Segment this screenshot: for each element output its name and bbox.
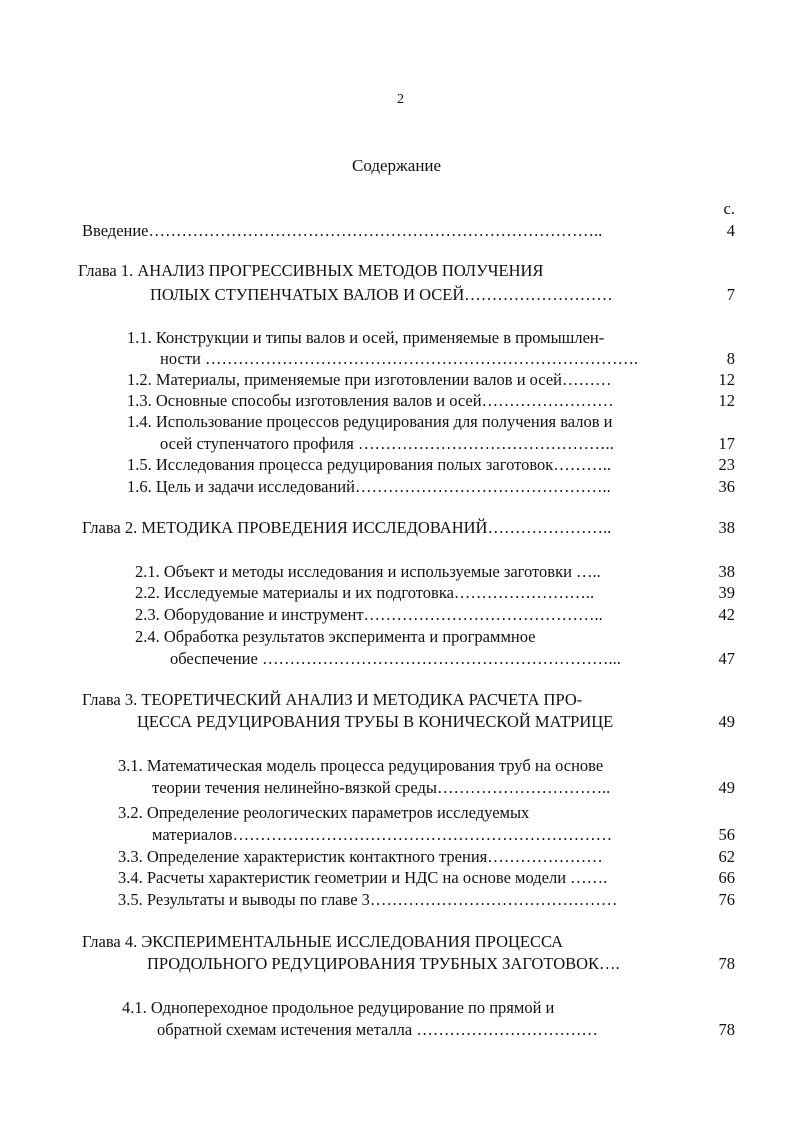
toc-entry-page: 66 bbox=[718, 868, 735, 887]
chapter-title: ЦЕССА РЕДУЦИРОВАНИЯ ТРУБЫ В КОНИЧЕСКОЙ МАТРИЦЕ bbox=[137, 712, 614, 731]
chapter-title: ПРОДОЛЬНОГО РЕДУЦИРОВАНИЯ ТРУБНЫХ ЗАГОТОВОК…. bbox=[147, 954, 620, 973]
toc-entry-page: 23 bbox=[718, 455, 735, 474]
toc-entry-page: 8 bbox=[726, 349, 735, 368]
toc-entry-page: 42 bbox=[718, 605, 735, 624]
toc-entry-page: 12 bbox=[718, 370, 735, 389]
toc-entry-text: ности ……………………………………………………………………. bbox=[160, 349, 639, 368]
toc-entry-text: Введение……………………………………………………………………….. bbox=[82, 221, 603, 240]
toc-entry-text: 1.2. Материалы, применяемые при изготовлении валов и осей……… bbox=[127, 370, 612, 389]
toc-entry-page: 7 bbox=[726, 285, 735, 304]
toc-entry-text: 4.1. Однопереходное продольное редуцирование по прямой и bbox=[122, 998, 555, 1017]
page-column-label: с. bbox=[723, 199, 735, 218]
chapter-title: Глава 2. МЕТОДИКА ПРОВЕДЕНИЯ ИССЛЕДОВАНИЙ………………….. bbox=[82, 518, 612, 537]
toc-entry-text: обеспечение ………………………………………………………... bbox=[170, 649, 621, 668]
toc-entry-text: 1.1. Конструкции и типы валов и осей, применяемые в промышлен- bbox=[127, 328, 605, 347]
toc-entry-page: 78 bbox=[718, 954, 735, 973]
toc-entry-page: 4 bbox=[726, 221, 735, 240]
toc-entry-text: 3.1. Математическая модель процесса редуцирования труб на основе bbox=[118, 756, 604, 775]
toc-entry-text: 2.1. Объект и методы исследования и используемые заготовки ….. bbox=[135, 562, 601, 581]
toc-entry-text: 1.4. Использование процессов редуцирования для получения валов и bbox=[127, 412, 613, 431]
page-number: 2 bbox=[397, 92, 404, 107]
toc-entry-text: теории течения нелинейно-вязкой среды………………………….. bbox=[152, 778, 611, 797]
toc-entry-text: 3.5. Результаты и выводы по главе 3……………………………………… bbox=[118, 890, 618, 909]
toc-entry-page: 12 bbox=[718, 391, 735, 410]
toc-entry-page: 39 bbox=[718, 583, 735, 602]
toc-entry-text: 3.3. Определение характеристик контактного трения………………… bbox=[118, 847, 603, 866]
toc-entry-text: 2.4. Обработка результатов эксперимента и программное bbox=[135, 627, 536, 646]
toc-entry-text: осей ступенчатого профиля ……………………………………….. bbox=[160, 434, 614, 453]
toc-entry-page: 76 bbox=[718, 890, 735, 909]
toc-entry-page: 56 bbox=[718, 825, 735, 844]
toc-entry-text: материалов…………………………………………………………… bbox=[152, 825, 613, 844]
toc-entry-text: 1.3. Основные способы изготовления валов и осей…………………… bbox=[127, 391, 614, 410]
toc-entry-text: 2.2. Исследуемые материалы и их подготовка…………………….. bbox=[135, 583, 595, 602]
chapter-title: Глава 4. ЭКСПЕРИМЕНТАЛЬНЫЕ ИССЛЕДОВАНИЯ ПРОЦЕССА bbox=[82, 932, 564, 951]
toc-entry-page: 49 bbox=[718, 778, 735, 797]
toc-entry-text: обратной схемам истечения металла …………………………… bbox=[157, 1020, 598, 1039]
chapter-title: Глава 3. ТЕОРЕТИЧЕСКИЙ АНАЛИЗ И МЕТОДИКА РАСЧЕТА ПРО- bbox=[82, 690, 583, 709]
toc-entry-page: 38 bbox=[718, 518, 735, 537]
toc-entry-text: 2.3. Оборудование и инструмент…………………………………….. bbox=[135, 605, 603, 624]
toc-entry-text: 3.2. Определение реологических параметров исследуемых bbox=[118, 803, 530, 822]
toc-entry-page: 49 bbox=[718, 712, 735, 731]
chapter-title: ПОЛЫХ СТУПЕНЧАТЫХ ВАЛОВ И ОСЕЙ……………………… bbox=[150, 285, 613, 304]
toc-entry-page: 38 bbox=[718, 562, 735, 581]
toc-entry-page: 36 bbox=[718, 477, 735, 496]
toc-entry-page: 62 bbox=[718, 847, 735, 866]
toc-entry-text: 1.5. Исследования процесса редуцирования полых заготовок……….. bbox=[127, 455, 612, 474]
toc-entry-page: 17 bbox=[718, 434, 735, 453]
toc-entry-page: 78 bbox=[718, 1020, 735, 1039]
toc-entry-text: 3.4. Расчеты характеристик геометрии и НДС на основе модели ……. bbox=[118, 868, 608, 887]
chapter-title: Глава 1. АНАЛИЗ ПРОГРЕССИВНЫХ МЕТОДОВ ПОЛУЧЕНИЯ bbox=[78, 261, 544, 280]
toc-entry-page: 47 bbox=[718, 649, 735, 668]
toc-entry-text: 1.6. Цель и задачи исследований……………………………………….. bbox=[127, 477, 611, 496]
page-title: Содержание bbox=[352, 156, 442, 175]
